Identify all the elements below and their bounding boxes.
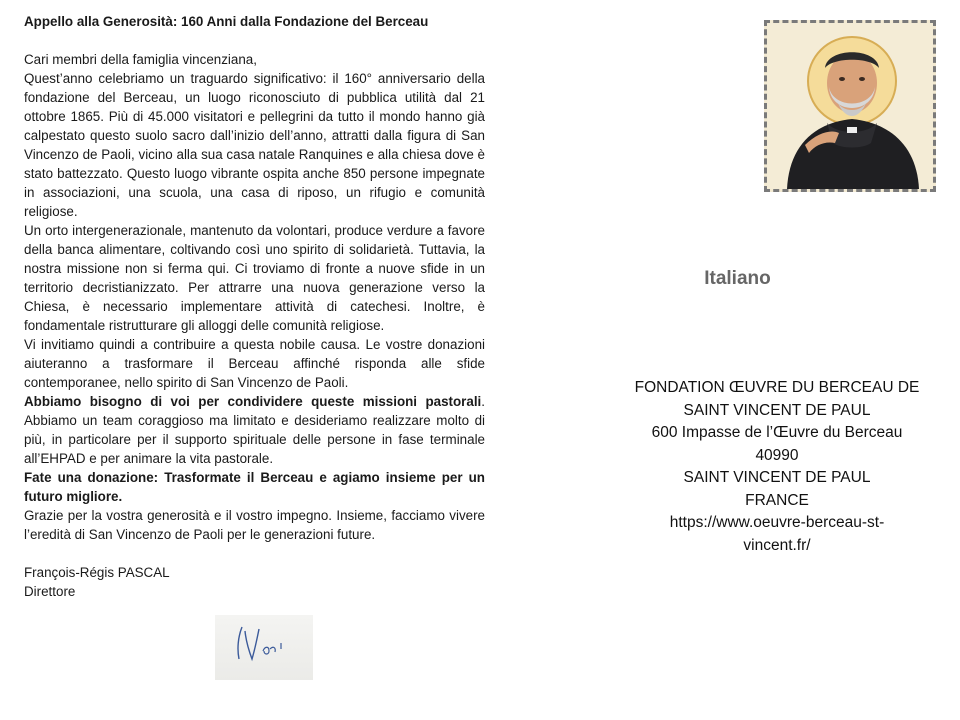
letter-greeting: Cari membri della famiglia vincenziana,: [24, 52, 257, 67]
letter-paragraph-4-bold: Abbiamo bisogno di voi per condividere queste missioni pastorali: [24, 394, 482, 409]
handwritten-signature-icon: [215, 615, 313, 680]
language-label: Italiano: [704, 268, 771, 289]
letter-paragraph-4: [24, 392, 485, 468]
saint-vincent-portrait-icon: [764, 20, 936, 192]
letter-paragraph-3: Vi invitiamo quindi a contribuire a questa nobile causa. Le vostre donazioni aiuteranno a trasformare il Berceau affinché risponda alle sfide contemporanee, nello spirito di San Vincenzo de Paoli.: [24, 337, 485, 390]
address-line: FONDATION ŒUVRE DU BERCEAU DE: [634, 379, 920, 396]
letter-paragraph-6: Grazie per la vostra generosità e il vostro impegno. Insieme, facciamo vivere l’eredità di San Vincenzo de Paoli per le generazioni future.: [24, 508, 485, 542]
signer-role: Direttore: [24, 584, 76, 599]
address-line: 40990: [755, 446, 799, 464]
signer-block: [24, 563, 485, 601]
signer-name: François-Régis PASCAL: [24, 565, 170, 580]
letter-title: Appello alla Generosità: 160 Anni dalla Fondazione del Berceau: [24, 14, 429, 29]
letter-paragraph-2: Un orto intergenerazionale, mantenuto da volontari, produce verdure a favore della banca alimentare, coltivando così uno spirito di solidarietà. Tuttavia, la nostra missione non si ferma qui. Ci troviamo di fronte a nuove sfide in un territorio decristianizzato. Per attrarre una nuova generazione verso la Chiesa, è necessario implementare attività di catechesi. Inoltre, è fondamentale ristrutturare gli alloggi delle comunità religiose.: [24, 223, 485, 333]
address-line: 600 Impasse de l’Œuvre du Berceau: [651, 424, 903, 441]
website-link-line[interactable]: vincent.fr/: [743, 536, 811, 554]
address-line: SAINT VINCENT DE PAUL: [683, 401, 871, 419]
address-line: FRANCE: [745, 491, 809, 509]
letter-call-to-action: Fate una donazione: Trasformate il Berceau e agiamo insieme per un futuro migliore.: [24, 470, 485, 504]
letter-paragraph-1: Quest’anno celebriamo un traguardo significativo: il 160° anniversario della fondazione del Berceau, un luogo riconosciuto di pubblica utilità dal 21 ottobre 1865. Più di 45.000 visitatori e pellegrini da tutto il mondo hanno già calpestato questo suolo sacro dall’inizio dell’anno, attratti dalla figura di San Vincenzo de Paoli, vicino alla sua casa natale Ranquines e alla chiesa dove è stato battezzato. Questo luogo vibrante ospita anche 850 persone impegnate in associazioni, una scuola, una casa di riposo, un rifugio e comunità religiose.: [24, 71, 485, 219]
foundation-address: [618, 377, 936, 557]
letter-paragraph-4-rest: . Abbiamo un team coraggioso ma limitato e desideriamo realizzare molto di più, in particolare per il supporto spirituale delle persone in fase terminale all’EHPAD e per animare la vita pastorale.: [24, 394, 485, 466]
website-link-line[interactable]: https://www.oeuvre-berceau-st-: [669, 514, 885, 531]
address-line: SAINT VINCENT DE PAUL: [683, 469, 871, 486]
letter-body: [24, 12, 485, 601]
